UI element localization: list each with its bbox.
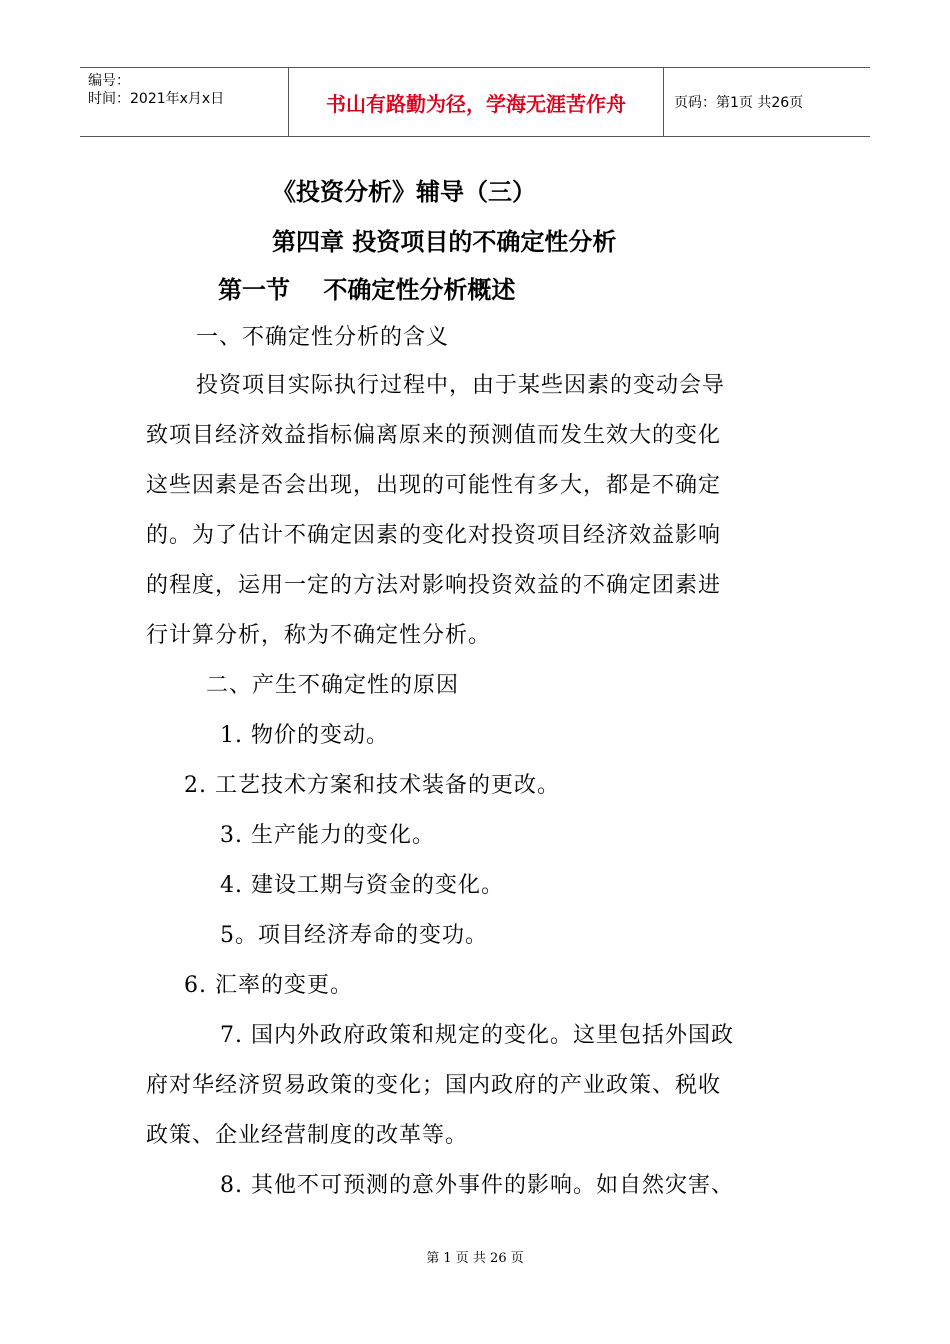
item7-line: 政策、企业经营制度的改革等。	[146, 1123, 469, 1148]
para1-line: 的。为了估计不确定因素的变化对投资项目经济效益影响	[146, 523, 722, 548]
list-item: 3. 生产能力的变化。	[220, 823, 435, 848]
subheading-meaning: 一、不确定性分析的含义	[196, 325, 450, 350]
document-header	[80, 67, 870, 137]
item8-line: 8. 其他不可预测的意外事件的影响。如自然灾害、	[220, 1173, 734, 1198]
doc-number-label: 编号：	[88, 73, 130, 89]
item7-line: 7. 国内外政府政策和规定的变化。这里包括外国政	[220, 1023, 734, 1048]
doc-date-label: 时间：2021年x月x日	[88, 91, 225, 107]
header-motto-cell	[288, 68, 664, 136]
para1-line: 投资项目实际执行过程中，由于某些因素的变动会导	[196, 373, 726, 398]
chapter-title: 第四章 投资项目的不确定性分析	[272, 228, 617, 256]
para1-line: 这些因素是否会出现，出现的可能性有多大，都是不确定	[146, 473, 722, 498]
list-item: 5。项目经济寿命的变功。	[220, 923, 488, 948]
section-title: 第一节 不确定性分析概述	[218, 276, 516, 304]
list-item: 2. 工艺技术方案和技术装备的更改。	[184, 773, 560, 798]
subheading-causes: 二、产生不确定性的原因	[206, 673, 460, 698]
header-page-info: 页码：第1页 共26页	[674, 95, 804, 111]
list-item: 6. 汇率的变更。	[184, 973, 353, 998]
para1-line: 行计算分析，称为不确定性分析。	[146, 623, 492, 648]
para1-line: 的程度，运用一定的方法对影响投资效益的不确定团素进	[146, 573, 722, 598]
header-motto: 书山有路勤为径，学海无涯苦作舟	[326, 91, 626, 116]
header-meta	[80, 68, 288, 136]
doc-title: 《投资分析》辅导（三）	[272, 178, 536, 206]
list-item: 1. 物价的变动。	[220, 723, 389, 748]
list-item: 4. 建设工期与资金的变化。	[220, 873, 504, 898]
page-footer: 第 1 页 共 26 页	[426, 1251, 524, 1266]
para1-line: 致项目经济效益指标偏离原来的预测值而发生效大的变化	[146, 423, 722, 448]
item7-line: 府对华经济贸易政策的变化；国内政府的产业政策、税收	[146, 1073, 722, 1098]
